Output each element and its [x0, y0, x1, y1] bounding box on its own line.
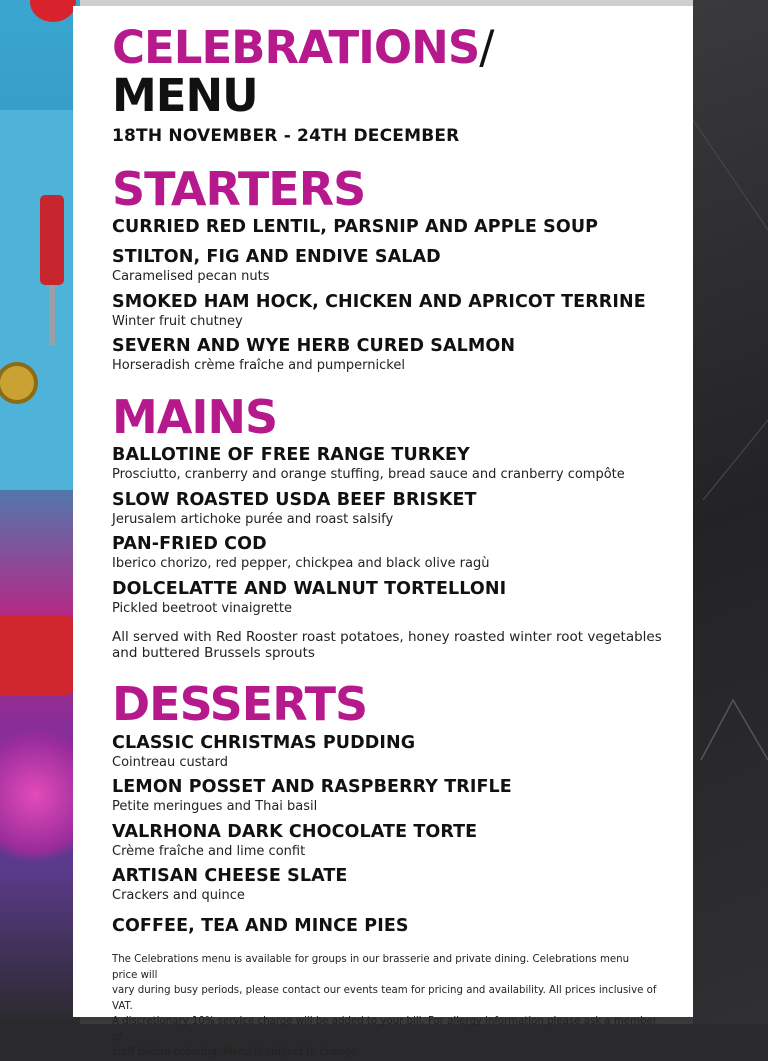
- item-name: STILTON, FIG AND ENDIVE SALAD: [112, 247, 441, 267]
- item-description: Iberico chorizo, red pepper, chickpea and black olive ragù: [112, 556, 490, 571]
- item-name: CURRIED RED LENTIL, PARSNIP AND APPLE SOUP: [112, 217, 599, 237]
- menu-item: [112, 821, 672, 860]
- menu-item: [112, 533, 672, 572]
- title-celebrations: CELEBRATIONS: [112, 21, 480, 74]
- item-description: Petite meringues and Thai basil: [112, 799, 318, 814]
- menu-item: [112, 578, 672, 617]
- item-description: Crème fraîche and lime confit: [112, 844, 306, 859]
- item-name: COFFEE, TEA AND MINCE PIES: [112, 916, 409, 936]
- mains-note: [112, 629, 672, 661]
- footer-line: vary during busy periods, please contact our events team for pricing and availability. All prices inclusive of VAT.: [112, 985, 657, 1012]
- menu-dates: 18TH NOVEMBER - 24TH DECEMBER: [112, 126, 460, 146]
- item-name: PAN-FRIED COD: [112, 534, 267, 554]
- mains-heading: MAINS: [112, 390, 278, 444]
- menu-item: [112, 732, 672, 771]
- item-description: Crackers and quince: [112, 888, 245, 903]
- item-name: BALLOTINE OF FREE RANGE TURKEY: [112, 445, 470, 465]
- item-name: SMOKED HAM HOCK, CHICKEN AND APRICOT TERRINE: [112, 292, 646, 312]
- item-description: Pickled beetroot vinaigrette: [112, 601, 293, 616]
- menu-item: [112, 776, 672, 815]
- menu-item: [112, 489, 672, 528]
- item-description: Jerusalem artichoke purée and roast salsify: [112, 512, 394, 527]
- menu-item: [112, 216, 672, 238]
- menu-title: [112, 21, 494, 122]
- item-name: SLOW ROASTED USDA BEEF BRISKET: [112, 490, 477, 510]
- item-name: DOLCELATTE AND WALNUT TORTELLONI: [112, 579, 507, 599]
- item-description: Cointreau custard: [112, 755, 228, 770]
- item-description: Winter fruit chutney: [112, 314, 243, 329]
- pink-burst-decoration: [0, 720, 80, 870]
- mains-note-line: All served with Red Rooster roast potatoes, honey roasted winter root vegetables: [112, 629, 662, 645]
- item-description: Caramelised pecan nuts: [112, 269, 270, 284]
- toy-robot-decoration: [0, 110, 80, 490]
- mains-note-line: and buttered Brussels sprouts: [112, 645, 315, 661]
- title-menu: MENU: [112, 69, 258, 122]
- menu-item: [112, 246, 672, 285]
- item-description: Horseradish crème fraîche and pumpernickel: [112, 358, 405, 373]
- item-name: LEMON POSSET AND RASPBERRY TRIFLE: [112, 777, 512, 797]
- menu-item: [112, 335, 672, 374]
- menu-footer-disclaimer: [112, 952, 657, 1061]
- item-description: Prosciutto, cranberry and orange stuffing, bread sauce and cranberry compôte: [112, 467, 625, 482]
- menu-item: [112, 915, 672, 937]
- cherry-decoration: [30, 0, 76, 22]
- background-art-left: [0, 0, 80, 1024]
- menu-item: [112, 291, 672, 330]
- footer-line: staff before ordering. Menu is subject to change.: [112, 1047, 361, 1058]
- chalk-lines-decoration: [693, 0, 768, 1024]
- footer-line: The Celebrations menu is available for groups in our brasserie and private dining. Celebrations menu price will: [112, 954, 630, 981]
- item-name: SEVERN AND WYE HERB CURED SALMON: [112, 336, 516, 356]
- item-name: ARTISAN CHEESE SLATE: [112, 866, 348, 886]
- item-name: VALRHONA DARK CHOCOLATE TORTE: [112, 822, 478, 842]
- menu-item: [112, 444, 672, 483]
- menu-item: [112, 865, 672, 904]
- title-slash: /: [479, 21, 494, 74]
- desserts-heading: DESSERTS: [112, 677, 368, 731]
- footer-line: A discretionary 10% service charge will be added to your bill. For allergy information please ask a member of: [112, 1016, 657, 1043]
- screwdriver-shaft-decoration: [49, 285, 55, 345]
- background-chalkboard-right: [693, 0, 768, 1024]
- screwdriver-decoration: [40, 195, 64, 285]
- starters-heading: STARTERS: [112, 162, 366, 216]
- red-block-decoration: [0, 615, 74, 695]
- item-name: CLASSIC CHRISTMAS PUDDING: [112, 733, 416, 753]
